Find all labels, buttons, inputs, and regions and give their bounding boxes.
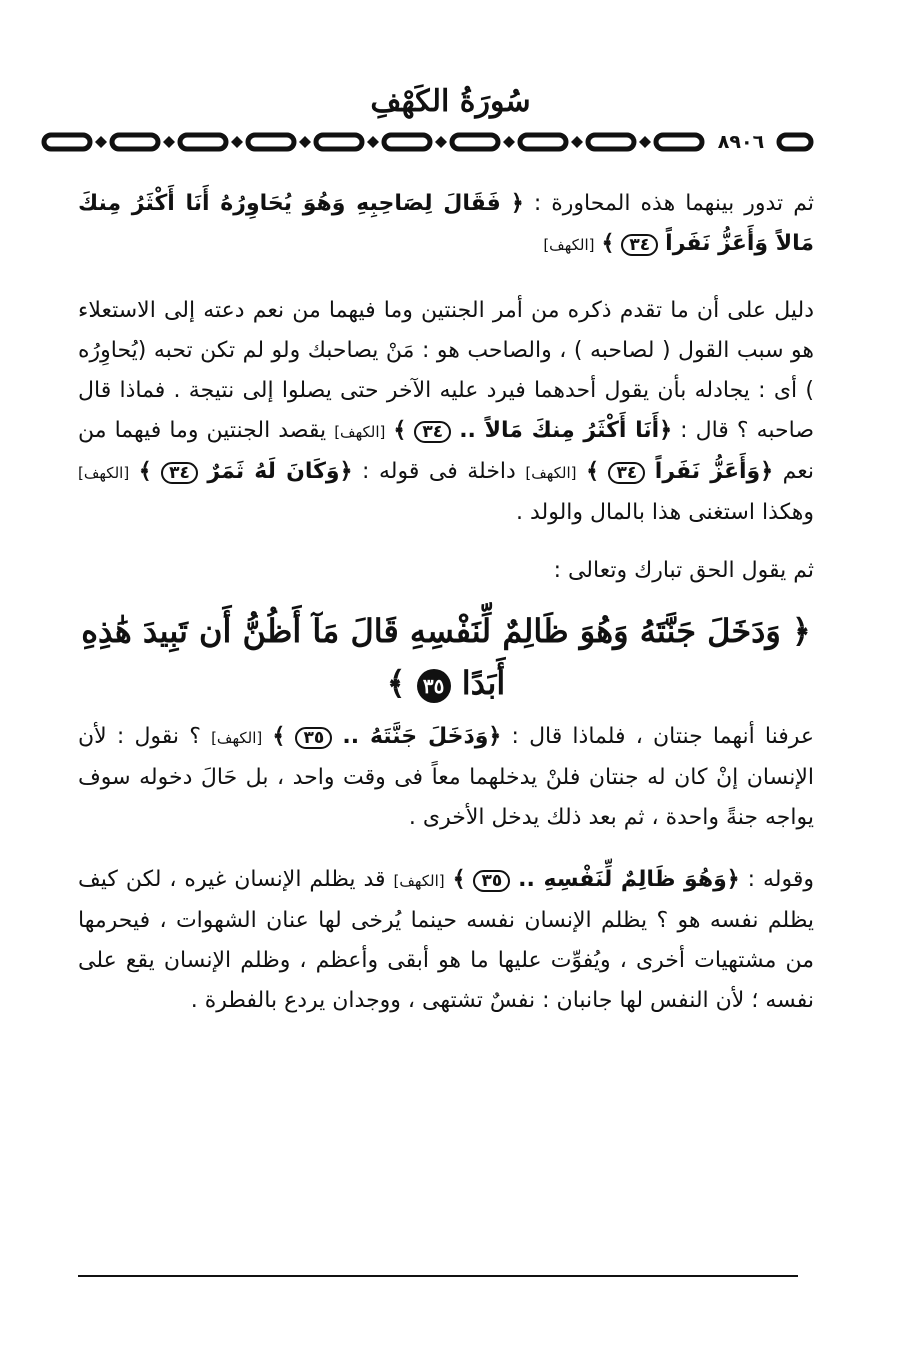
surah-reference: [الكهف] [211, 729, 263, 747]
paragraph-4 [78, 717, 814, 838]
verse-number: ٣٤ [414, 421, 451, 443]
paragraph-1 [78, 184, 814, 265]
verse-number: ٣٤ [621, 234, 658, 256]
verse-number: ٣٤ [608, 462, 645, 484]
intro-text: ثم تدور بينهما هذه المحاورة : [533, 191, 814, 216]
paragraph-3: ثم يقول الحق تبارك وتعالى : [553, 558, 814, 583]
page-number: ٨٩٠٦ [717, 131, 765, 153]
quran-quote: ﴿وَأَعَزُّ نَفَراً [654, 459, 774, 484]
paragraph-text: داخلة فى قوله : [362, 459, 516, 484]
close-bracket: ﴾ [138, 459, 152, 484]
quran-quote: ﴿وَهُوَ ظَالِمٌ لِّنَفْسِهِ .. [518, 867, 740, 892]
paragraph-2 [78, 291, 814, 533]
verse-number: ٣٥ [295, 727, 332, 749]
paragraph-text: وهكذا استغنى هذا بالمال والولد . [515, 500, 814, 525]
surah-reference: [الكهف] [525, 464, 577, 482]
ornate-close-bracket-icon: ﴾ [386, 664, 406, 702]
close-bracket: ﴾ [452, 867, 466, 892]
quran-ayah [78, 605, 814, 709]
paragraph-text: قد يظلم الإنسان غيره ، لكن كيف يظلم نفسه هو ؟ يظلم الإنسان نفسه حينما يُرخى لها عنان الشهوات ، فيحرمها من مشتهيات أخرى ، ويُفوِّت عليها ما هو أبقى وأعظم ، وظلم الإنسان يقع على نفسه ؛ لأن النفس لها جانبان : نفسٌ تشتهى ، ووجدان يردع بالفطرة . [78, 867, 814, 1013]
quran-quote: ﴿وَكَانَ لَهُ ثَمَرٌ [207, 459, 353, 484]
close-bracket: ﴾ [601, 231, 615, 256]
close-bracket: ﴾ [393, 418, 407, 443]
ayah-text: وَدَخَلَ جَنَّتَهُ وَهُوَ ظَالِمٌ لِّنَفْسِهِ قَالَ مَآ أَظُنُّ أَن تَبِيدَ هَٰذِهِ أَبَدًا [81, 612, 781, 702]
footer-divider [78, 1275, 798, 1277]
close-bracket: ﴾ [586, 459, 599, 484]
surah-reference: [الكهف] [393, 872, 445, 890]
quran-quote: ﴿وَدَخَلَ جَنَّتَهُ .. [342, 724, 502, 749]
main-text [78, 184, 814, 1021]
paragraph-text: وقوله : [747, 867, 814, 892]
surah-title: سُورَةُ الكَهْفِ [370, 84, 531, 119]
quran-quote: ﴿أَنَا أَكْثَرُ مِنكَ مَالاً .. [459, 418, 673, 443]
surah-reference: [الكهف] [543, 236, 595, 254]
ornate-open-bracket-icon: ﴿ [791, 612, 811, 650]
ayah-number: ٣٥ [417, 669, 451, 703]
paragraph-5 [78, 860, 814, 1021]
open-bracket: ﴿ [510, 191, 524, 216]
decorative-border-left-icon [40, 130, 706, 154]
verse-number: ٣٤ [161, 462, 198, 484]
verse-number: ٣٥ [473, 870, 510, 892]
close-bracket: ﴾ [272, 724, 286, 749]
paragraph-text: يقصد الجنتين وما فيهما من نعم [78, 418, 815, 484]
surah-reference: [الكهف] [334, 423, 386, 441]
paragraph-text: دليل على أن ما تقدم ذكره من أمر الجنتين وما فيهما من نعم دعته إلى الاستعلاء هو سبب القول ( لصاحبه ) ، والصاحب هو : مَنْ يصاحبك ولو لم تكن تحبه (يُحاوِرُه ) أى : يجادله بأن يقول أحدهما فيرد عليه الآخر حتى يصلوا إلى نتيجة . فماذا قال صاحبه ؟ قال : [78, 298, 815, 443]
quran-quote: فَقَالَ لِصَاحِبِهِ وَهُوَ يُحَاوِرُهُ أَنَا أَكْثَرُ مِنكَ مَالاً وَأَعَزُّ نَفَراً [78, 191, 814, 256]
decorative-border-right-icon [776, 130, 816, 154]
paragraph-text: ؟ نقول : لأن الإنسان إنْ كان له جنتان فلنْ يدخلهما معاً فى وقت واحد ، بل حَالَ دخوله سوف يواجه جنةً واحدة ، ثم بعد ذلك يدخل الأخرى . [78, 724, 814, 830]
paragraph-text: عرفنا أنهما جنتان ، فلماذا قال : [511, 724, 814, 749]
surah-reference: [الكهف] [78, 464, 130, 482]
